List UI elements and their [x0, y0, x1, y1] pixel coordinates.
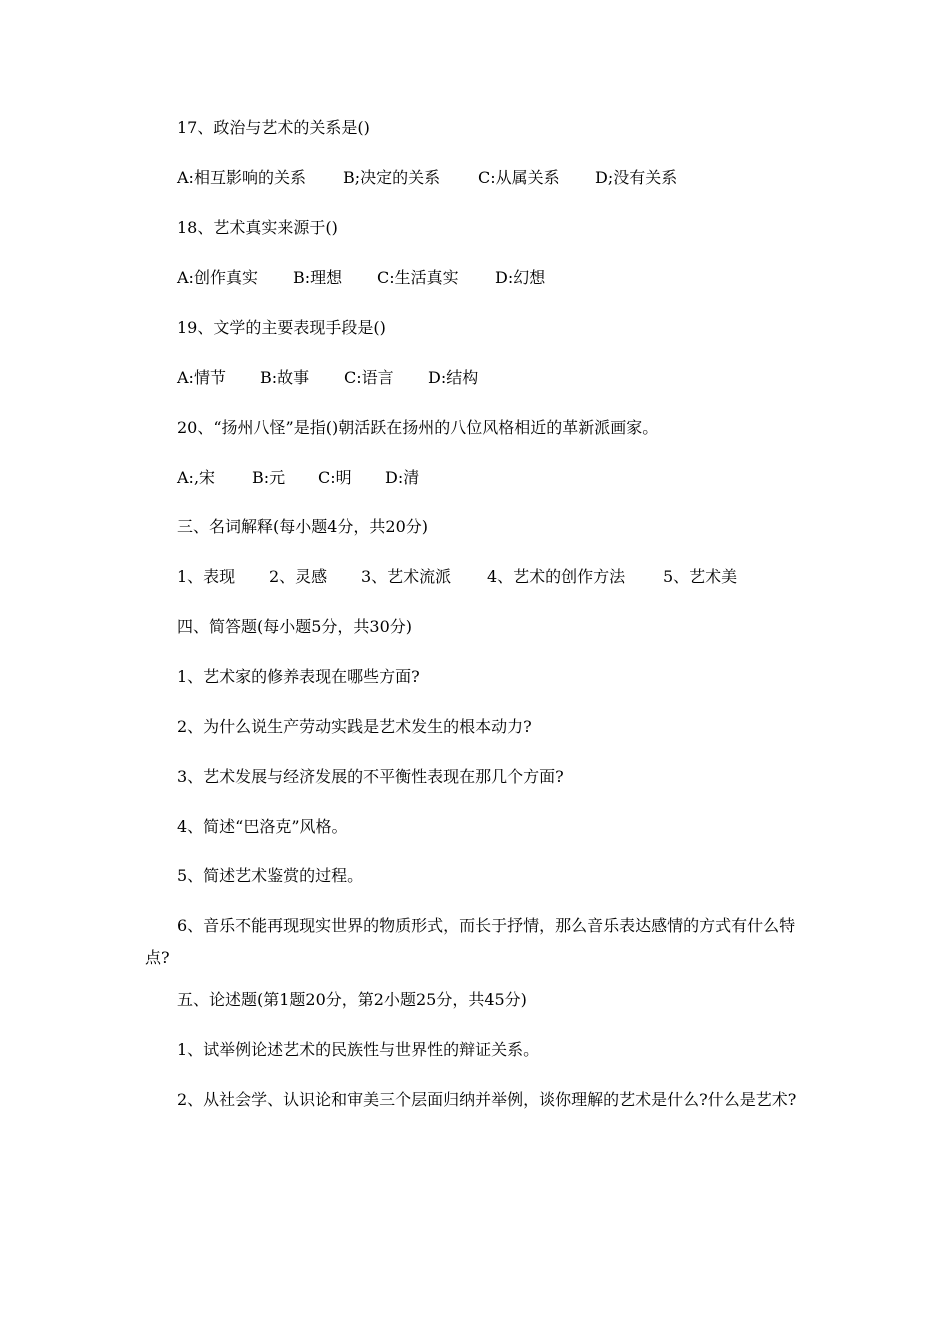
question-18-stem: 18、艺术真实来源于()	[177, 218, 338, 237]
option-c: C:生活真实	[377, 268, 459, 287]
question-19-stem: 19、文学的主要表现手段是()	[177, 318, 386, 337]
question-20-stem: 20、“扬州八怪”是指()朝活跃在扬州的八位风格相近的革新派画家。	[177, 418, 659, 437]
option-c: C:语言	[344, 368, 394, 387]
option-b: B;决定的关系	[343, 168, 441, 187]
question-17-options	[177, 168, 677, 188]
term-item: 1、表现	[177, 567, 236, 586]
option-d: D;没有关系	[595, 168, 678, 187]
section-3-heading: 三、名词解释(每小题4分，共20分)	[177, 517, 429, 536]
option-c: C:明	[318, 468, 352, 487]
section-4-heading: 四、简答题(每小题5分，共30分)	[177, 617, 413, 636]
essay-item: 2、从社会学、认识论和审美三个层面归纳并举例，谈你理解的艺术是什么?什么是艺术?	[177, 1090, 797, 1109]
question-17-stem: 17、政治与艺术的关系是()	[177, 118, 370, 137]
option-b: B:故事	[260, 368, 310, 387]
option-a: A:相互影响的关系	[177, 168, 306, 187]
term-item: 3、艺术流派	[361, 567, 452, 586]
short-answer-item: 2、为什么说生产劳动实践是艺术发生的根本动力?	[177, 717, 532, 736]
term-item: 2、灵感	[269, 567, 328, 586]
option-b: B:元	[252, 468, 286, 487]
short-answer-item: 5、简述艺术鉴赏的过程。	[177, 866, 364, 885]
option-d: D:清	[385, 468, 420, 487]
section-3-terms	[177, 567, 737, 587]
short-answer-item: 3、艺术发展与经济发展的不平衡性表现在那几个方面?	[177, 767, 564, 786]
option-d: D:结构	[428, 368, 479, 387]
short-answer-item: 4、简述“巴洛克”风格。	[177, 817, 348, 836]
question-20-options	[177, 468, 419, 488]
option-b: B:理想	[293, 268, 343, 287]
question-19-options	[177, 368, 478, 388]
section-5-heading: 五、论述题(第1题20分，第2小题25分，共45分)	[177, 990, 527, 1009]
question-18-options	[177, 268, 545, 288]
essay-item: 1、试举例论述艺术的民族性与世界性的辩证关系。	[177, 1040, 540, 1059]
short-answer-item: 1、艺术家的修养表现在哪些方面?	[177, 667, 420, 686]
option-a: A:情节	[177, 368, 226, 387]
option-a: A:,宋	[177, 468, 216, 487]
term-item: 4、艺术的创作方法	[487, 567, 626, 586]
option-c: C:从属关系	[478, 168, 560, 187]
option-a: A:创作真实	[177, 268, 258, 287]
term-item: 5、艺术美	[663, 567, 738, 586]
option-d: D:幻想	[495, 268, 546, 287]
short-answer-item: 6、音乐不能再现现实世界的物质形式，而长于抒情，那么音乐表达感情的方式有什么特点?	[145, 916, 796, 967]
